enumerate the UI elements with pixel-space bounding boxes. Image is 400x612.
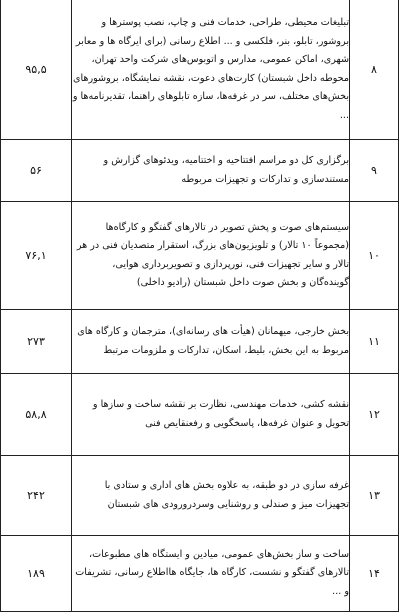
row-value: ۵۶: [1, 140, 72, 202]
row-value: ۱۸۹: [1, 536, 72, 612]
row-value: ۷۶,۱: [1, 202, 72, 310]
table-row: [1, 0, 399, 140]
row-description: سیستم‌های صوت و پخش تصویر در تالارهای گفتگو و کارگاه‌ها (مجموعاً ۱۰ تالار) و تلویزیون‌های بزرگ، استقرار متصدیان فنی در هر تالار و سایر تجهیزات فنی، نورپردازی و تصویربرداری هوایی، گوینده‌گان و بخش صوت داخل شبستان (رادیو داخلی): [72, 202, 350, 310]
row-number: ۱۲: [350, 374, 399, 456]
row-number: ۱۰: [350, 202, 399, 310]
row-number: ۱۴: [350, 536, 399, 612]
row-description: غرفه سازی در دو طبقه، به علاوه بخش های اداری و ستادی با تجهیزات میز و صندلی و روشنایی وسردرورودی های شبستان: [72, 456, 350, 536]
row-value: ۵۸,۸: [1, 374, 72, 456]
row-description: نقشه کشی، خدمات مهندسی، نظارت بر نقشه ساخت و سازها و تحویل و عنوان غرفه‌ها، پاسخگویی و رفعنقایص فنی: [72, 374, 350, 456]
table-row: [1, 374, 399, 456]
table-row: [1, 456, 399, 536]
row-value: ۲۴۲: [1, 456, 72, 536]
table-row: [1, 140, 399, 202]
row-description: تبلیغات محیطی، طراحی، خدمات فنی و چاپ، نصب پوسترها و بروشور، تابلو، بنر، فلکسی و ... اطلاع رسانی (برای ایرگاه ها و معابر شهری، اماکن عمومی، مدارس و اتوبوس‌های شرکت واحد تهران، محوطه داخل شبستان) کارت‌های دعوت، نقشه نمایشگاه، بروشورهای بخش‌های مختلف، سر در غرفه‌ها، سازه تابلوهای راهنما، تقدیرنامه‌ها و ...: [72, 0, 350, 140]
table-row: [1, 202, 399, 310]
row-number: ۱۱: [350, 310, 399, 374]
row-value: ۹۵,۵: [1, 0, 72, 140]
row-number: ۱۳: [350, 456, 399, 536]
row-description: ساخت و ساز بخش‌های عمومی، میادین و ایستگاه های مطبوعات، تالارهای گفتگو و نشست، کارگاه ها، جایگاه هااطلاع رسانی، تشریفات و ...: [72, 536, 350, 612]
table-row: [1, 310, 399, 374]
row-description: برگزاری کل دو مراسم افتتاحیه و اختتامیه، ویدئوهای گزارش و مستندسازی و تدارکات و تجهیزات مربوطه: [72, 140, 350, 202]
row-value: ۲۷۳: [1, 310, 72, 374]
row-number: ۸: [350, 0, 399, 140]
row-number: ۹: [350, 140, 399, 202]
table-row: [1, 536, 399, 612]
row-description: بخش خارجی، میهمانان (هیأت های رسانه‌ای)، مترجمان و کارگاه های مربوط به این بخش، بلیط، اسکان، تدارکات و ملزومات مرتبط: [72, 310, 350, 374]
